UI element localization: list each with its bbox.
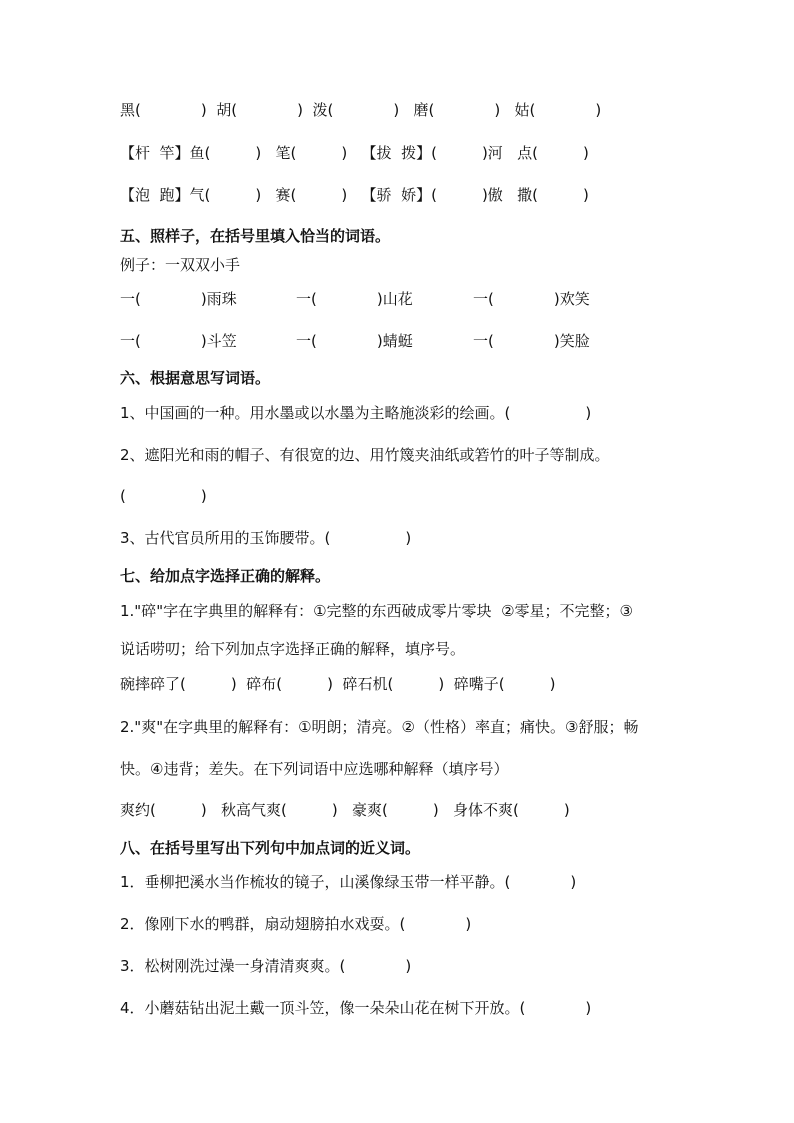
section4-row-3: 【泡 跑】气( ) 赛( ) 【骄 娇】( )傲 撒( ) bbox=[120, 186, 589, 204]
section4-row-1: 黑( ) 胡( ) 泼( ) 磨( ) 姑( ) bbox=[120, 101, 602, 119]
section5-example: 例子：一双双小手 bbox=[120, 256, 241, 274]
section6-q2: 2、遮阳光和雨的帽子、有很宽的边、用竹篾夹油纸或箬竹的叶子等制成。 bbox=[120, 446, 610, 464]
section7-q2-line2: 快。④违背；差失。在下列词语中应选哪种解释（填序号） bbox=[120, 760, 509, 778]
section6-q1: 1、中国画的一种。用水墨或以水墨为主略施淡彩的绘画。( ) bbox=[120, 404, 592, 422]
section6-heading: 六、根据意思写词语。 bbox=[120, 369, 271, 387]
section6-q3: 3、古代官员所用的玉饰腰带。( ) bbox=[120, 529, 412, 547]
section5-row1-item3: 一( )欢笑 bbox=[473, 290, 590, 308]
section5-heading: 五、照样子，在括号里填入恰当的词语。 bbox=[120, 227, 391, 245]
section5-row1-item2: 一( )山花 bbox=[296, 290, 413, 308]
section7-heading: 七、给加点字选择正确的解释。 bbox=[120, 567, 331, 585]
section5-row2-item2: 一( )蜻蜓 bbox=[296, 332, 413, 350]
section5-row2-item1: 一( )斗笠 bbox=[120, 332, 237, 350]
section7-q1-line1: 1."碎"字在字典里的解释有：①完整的东西破成零片零块 ②零星；不完整；③ bbox=[120, 602, 633, 620]
section5-row1-item1: 一( )雨珠 bbox=[120, 290, 237, 308]
section7-q1-items: 碗摔碎了( ) 碎布( ) 碎石机( ) 碎嘴子( ) bbox=[120, 675, 556, 693]
section4-row-2: 【杆 竿】鱼( ) 笔( ) 【拔 拨】( )河 点( ) bbox=[120, 144, 589, 162]
section8-q3: 3．松树刚洗过澡一身清清爽爽。( ) bbox=[120, 957, 412, 975]
section5-row2-item3: 一( )笑脸 bbox=[473, 332, 590, 350]
section8-heading: 八、在括号里写出下列句中加点词的近义词。 bbox=[120, 839, 421, 857]
section7-q1-line2: 说话唠叨；给下列加点字选择正确的解释，填序号。 bbox=[120, 640, 466, 658]
section8-q2: 2．像刚下水的鸭群，扇动翅膀拍水戏耍。( ) bbox=[120, 915, 472, 933]
section8-q4: 4．小蘑菇钻出泥土戴一顶斗笠，像一朵朵山花在树下开放。( ) bbox=[120, 999, 592, 1017]
section6-q2-blank: ( ) bbox=[120, 487, 207, 505]
section7-q2-line1: 2."爽"在字典里的解释有：①明朗；清亮。②（性格）率直；痛快。③舒服；畅 bbox=[120, 718, 639, 736]
section7-q2-items: 爽约( ) 秋高气爽( ) 豪爽( ) 身体不爽( ) bbox=[120, 801, 570, 819]
section8-q1: 1．垂柳把溪水当作梳妆的镜子，山溪像绿玉带一样平静。( ) bbox=[120, 873, 577, 891]
